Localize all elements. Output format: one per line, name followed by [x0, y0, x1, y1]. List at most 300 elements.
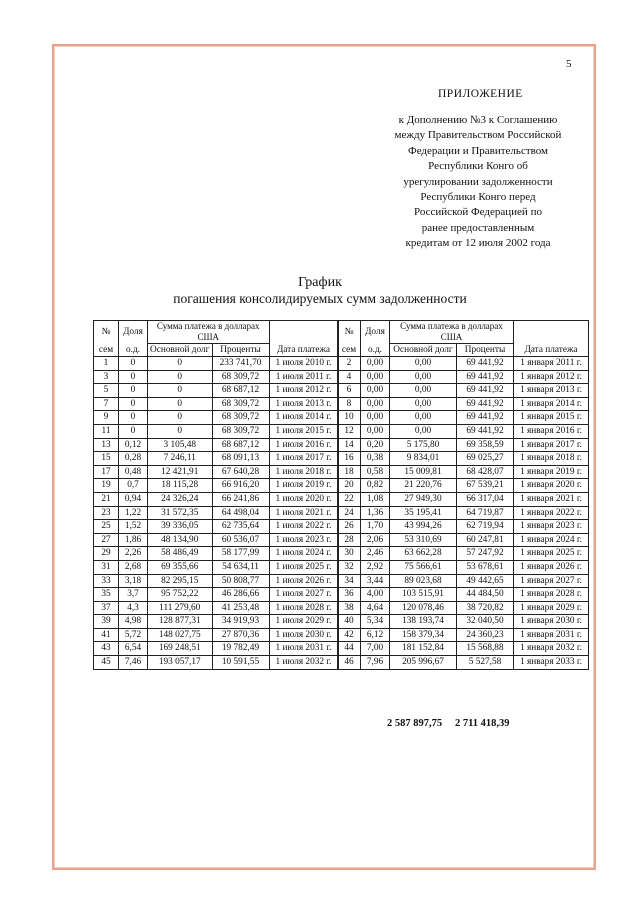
interest-value: 69 025,27 [457, 452, 514, 466]
payment-date: 1 января 2017 г. [514, 438, 589, 452]
header-date [269, 321, 338, 344]
row-number: 39 [94, 615, 119, 629]
payment-date: 1 января 2023 г. [514, 520, 589, 534]
annex-line: кредитам от 12 июля 2002 года [405, 237, 551, 250]
row-number: 3 [94, 370, 119, 384]
row-number: 30 [338, 547, 361, 561]
interest-value: 67 640,28 [212, 465, 269, 479]
table-row [338, 411, 589, 425]
payment-date: 1 января 2021 г. [514, 492, 589, 506]
interest-value: 68 687,12 [212, 438, 269, 452]
payment-date: 1 июля 2032 г. [269, 656, 338, 670]
interest-value: 32 040,50 [457, 615, 514, 629]
payment-date: 1 января 2027 г. [514, 574, 589, 588]
payment-date: 1 июля 2021 г. [269, 506, 338, 520]
interest-value: 19 782,49 [212, 642, 269, 656]
share-value: 0,58 [361, 465, 390, 479]
row-number: 18 [338, 465, 361, 479]
row-number: 1 [94, 357, 119, 371]
payment-date: 1 января 2016 г. [514, 424, 589, 438]
table-row [94, 357, 339, 371]
principal-value: 24 326,24 [148, 492, 213, 506]
row-number: 17 [94, 465, 119, 479]
row-number: 29 [94, 547, 119, 561]
share-value: 0,48 [119, 465, 148, 479]
share-value: 7,96 [361, 656, 390, 670]
interest-value: 69 441,92 [457, 370, 514, 384]
principal-value: 158 379,34 [390, 628, 457, 642]
share-value: 0 [119, 384, 148, 398]
table-row [338, 642, 589, 656]
payment-date: 1 июля 2026 г. [269, 574, 338, 588]
share-value: 0,00 [361, 411, 390, 425]
interest-value: 38 720,82 [457, 601, 514, 615]
payment-date: 1 июля 2030 г. [269, 628, 338, 642]
table-row [94, 520, 339, 534]
row-number: 7 [94, 397, 119, 411]
table-row [94, 438, 339, 452]
principal-value: 0 [148, 397, 213, 411]
principal-value: 75 566,61 [390, 560, 457, 574]
principal-value: 0,00 [390, 397, 457, 411]
principal-value: 0,00 [390, 357, 457, 371]
table-row [338, 615, 589, 629]
row-number: 23 [94, 506, 119, 520]
row-number: 42 [338, 628, 361, 642]
row-number: 9 [94, 411, 119, 425]
payment-date: 1 января 2024 г. [514, 533, 589, 547]
row-number: 44 [338, 642, 361, 656]
header-share-unit: о.д. [361, 344, 390, 357]
row-number: 14 [338, 438, 361, 452]
table-row [94, 384, 339, 398]
interest-value: 62 719,94 [457, 520, 514, 534]
share-value: 5,34 [361, 615, 390, 629]
row-number: 25 [94, 520, 119, 534]
payment-date: 1 января 2033 г. [514, 656, 589, 670]
annex-line: между Правительством Российской [394, 129, 562, 142]
table-row [338, 479, 589, 493]
principal-value: 43 994,26 [390, 520, 457, 534]
row-number: 19 [94, 479, 119, 493]
interest-value: 69 441,92 [457, 397, 514, 411]
interest-value: 68 309,72 [212, 411, 269, 425]
payment-date: 1 июля 2031 г. [269, 642, 338, 656]
payment-date: 1 июля 2027 г. [269, 588, 338, 602]
total-principal: 2 587 897,75 [387, 718, 443, 729]
principal-value: 27 949,30 [390, 492, 457, 506]
principal-value: 111 279,60 [148, 601, 213, 615]
row-number: 4 [338, 370, 361, 384]
header-date-label: Дата платежа [514, 344, 589, 357]
row-number: 13 [94, 438, 119, 452]
table-row [338, 424, 589, 438]
share-value: 0,7 [119, 479, 148, 493]
table-row [94, 547, 339, 561]
table-row [94, 615, 339, 629]
payment-table-right [337, 320, 589, 670]
header-share: Доля [361, 321, 390, 344]
row-number: 11 [94, 424, 119, 438]
payment-date: 1 июля 2014 г. [269, 411, 338, 425]
interest-value: 49 442,65 [457, 574, 514, 588]
annex-line: ранее предоставленным [421, 221, 535, 234]
payment-date: 1 января 2020 г. [514, 479, 589, 493]
principal-value: 3 105,48 [148, 438, 213, 452]
principal-value: 0,00 [390, 411, 457, 425]
share-value: 0,94 [119, 492, 148, 506]
principal-value: 5 175,80 [390, 438, 457, 452]
annex-title: ПРИЛОЖЕНИЕ [438, 88, 523, 100]
principal-value: 0 [148, 357, 213, 371]
payment-date: 1 января 2018 г. [514, 452, 589, 466]
principal-value: 7 246,11 [148, 452, 213, 466]
interest-value: 68 091,13 [212, 452, 269, 466]
principal-value: 128 877,31 [148, 615, 213, 629]
schedule-title: График [298, 275, 342, 290]
interest-value: 66 317,04 [457, 492, 514, 506]
header-sem: сем [338, 344, 361, 357]
interest-value: 46 286,66 [212, 588, 269, 602]
table-row [94, 560, 339, 574]
right-rows [338, 357, 589, 670]
table-row [338, 588, 589, 602]
row-number: 31 [94, 560, 119, 574]
principal-value: 0,00 [390, 424, 457, 438]
share-value: 2,68 [119, 560, 148, 574]
payment-date: 1 января 2013 г. [514, 384, 589, 398]
principal-value: 138 193,74 [390, 615, 457, 629]
principal-value: 0,00 [390, 384, 457, 398]
principal-value: 0 [148, 424, 213, 438]
interest-value: 68 687,12 [212, 384, 269, 398]
share-value: 6,54 [119, 642, 148, 656]
header-share-unit: о.д. [119, 344, 148, 357]
interest-value: 69 441,92 [457, 424, 514, 438]
payment-date: 1 января 2022 г. [514, 506, 589, 520]
page-number: 5 [566, 58, 572, 70]
interest-value: 64 719,87 [457, 506, 514, 520]
interest-value: 10 591,55 [212, 656, 269, 670]
principal-value: 0 [148, 411, 213, 425]
interest-value: 67 539,21 [457, 479, 514, 493]
row-number: 6 [338, 384, 361, 398]
row-number: 10 [338, 411, 361, 425]
table-row [338, 384, 589, 398]
table-row [338, 357, 589, 371]
principal-value: 89 023,68 [390, 574, 457, 588]
share-value: 6,12 [361, 628, 390, 642]
table-row [338, 452, 589, 466]
row-number: 35 [94, 588, 119, 602]
table-row [94, 397, 339, 411]
principal-value: 39 336,05 [148, 520, 213, 534]
share-value: 0,20 [361, 438, 390, 452]
row-number: 34 [338, 574, 361, 588]
principal-value: 58 486,49 [148, 547, 213, 561]
table-row [338, 370, 589, 384]
payment-date: 1 июля 2029 г. [269, 615, 338, 629]
principal-value: 69 355,66 [148, 560, 213, 574]
header-amount-group: Сумма платежа в долларах США [148, 321, 270, 344]
payment-date: 1 января 2032 г. [514, 642, 589, 656]
row-number: 36 [338, 588, 361, 602]
payment-date: 1 января 2015 г. [514, 411, 589, 425]
share-value: 3,44 [361, 574, 390, 588]
share-value: 0,00 [361, 397, 390, 411]
interest-value: 60 247,81 [457, 533, 514, 547]
interest-value: 57 247,92 [457, 547, 514, 561]
table-row [94, 588, 339, 602]
principal-value: 193 057,17 [148, 656, 213, 670]
interest-value: 53 678,61 [457, 560, 514, 574]
table-row [338, 465, 589, 479]
share-value: 2,46 [361, 547, 390, 561]
table-row [338, 547, 589, 561]
payment-date: 1 января 2025 г. [514, 547, 589, 561]
annex-line: Российской Федерацией по [414, 206, 542, 219]
annex-line: Федерации и Правительством [408, 144, 548, 157]
payment-date: 1 июля 2011 г. [269, 370, 338, 384]
interest-value: 15 568,88 [457, 642, 514, 656]
principal-value: 120 078,46 [390, 601, 457, 615]
interest-value: 58 177,99 [212, 547, 269, 561]
table-row [338, 397, 589, 411]
share-value: 0 [119, 357, 148, 371]
share-value: 4,3 [119, 601, 148, 615]
share-value: 0 [119, 397, 148, 411]
share-value: 2,26 [119, 547, 148, 561]
table-row [94, 628, 339, 642]
annex-line: Республики Конго перед [420, 191, 536, 204]
interest-value: 69 358,59 [457, 438, 514, 452]
table-row [94, 479, 339, 493]
share-value: 1,70 [361, 520, 390, 534]
table-row [94, 411, 339, 425]
row-number: 8 [338, 397, 361, 411]
principal-value: 82 295,15 [148, 574, 213, 588]
header-principal: Основной долг [390, 344, 457, 357]
left-rows [94, 357, 339, 670]
principal-value: 53 310,69 [390, 533, 457, 547]
table-row [338, 656, 589, 670]
share-value: 4,00 [361, 588, 390, 602]
table-row [338, 438, 589, 452]
share-value: 2,06 [361, 533, 390, 547]
interest-value: 5 527,58 [457, 656, 514, 670]
table-row [338, 560, 589, 574]
payment-table-left [93, 320, 339, 670]
payment-date: 1 января 2026 г. [514, 560, 589, 574]
principal-value: 31 572,35 [148, 506, 213, 520]
share-value: 2,92 [361, 560, 390, 574]
share-value: 0,28 [119, 452, 148, 466]
interest-value: 34 919,93 [212, 615, 269, 629]
share-value: 0,00 [361, 424, 390, 438]
row-number: 45 [94, 656, 119, 670]
interest-value: 68 309,72 [212, 370, 269, 384]
share-value: 0,12 [119, 438, 148, 452]
interest-value: 68 309,72 [212, 424, 269, 438]
interest-value: 66 916,20 [212, 479, 269, 493]
table-row [94, 601, 339, 615]
row-number: 33 [94, 574, 119, 588]
row-number: 26 [338, 520, 361, 534]
interest-value: 69 441,92 [457, 384, 514, 398]
principal-value: 169 248,51 [148, 642, 213, 656]
payment-date: 1 июля 2020 г. [269, 492, 338, 506]
interest-value: 27 870,36 [212, 628, 269, 642]
principal-value: 21 220,76 [390, 479, 457, 493]
share-value: 0,00 [361, 370, 390, 384]
header-date-label: Дата платежа [269, 344, 338, 357]
principal-value: 9 834,01 [390, 452, 457, 466]
interest-value: 24 360,23 [457, 628, 514, 642]
payment-date: 1 января 2011 г. [514, 357, 589, 371]
share-value: 0,00 [361, 357, 390, 371]
principal-value: 205 996,67 [390, 656, 457, 670]
header-num: № [94, 321, 119, 344]
row-number: 15 [94, 452, 119, 466]
payment-date: 1 июля 2022 г. [269, 520, 338, 534]
interest-value: 69 441,92 [457, 357, 514, 371]
header-interest: Проценты [212, 344, 269, 357]
share-value: 5,72 [119, 628, 148, 642]
interest-value: 68 309,72 [212, 397, 269, 411]
share-value: 1,52 [119, 520, 148, 534]
payment-date: 1 июля 2012 г. [269, 384, 338, 398]
annex-line: к Дополнению №3 к Соглашению [398, 114, 558, 126]
row-number: 24 [338, 506, 361, 520]
interest-value: 44 484,50 [457, 588, 514, 602]
payment-date: 1 января 2028 г. [514, 588, 589, 602]
row-number: 41 [94, 628, 119, 642]
principal-value: 103 515,91 [390, 588, 457, 602]
interest-value: 54 634,11 [212, 560, 269, 574]
interest-value: 66 241,86 [212, 492, 269, 506]
payment-date: 1 июля 2015 г. [269, 424, 338, 438]
row-number: 5 [94, 384, 119, 398]
principal-value: 0 [148, 384, 213, 398]
payment-date: 1 июля 2016 г. [269, 438, 338, 452]
table-row [338, 628, 589, 642]
table-row [94, 506, 339, 520]
payment-date: 1 января 2012 г. [514, 370, 589, 384]
header-share: Доля [119, 321, 148, 344]
payment-date: 1 июля 2018 г. [269, 465, 338, 479]
share-value: 0 [119, 370, 148, 384]
table-row [94, 452, 339, 466]
interest-value: 68 428,07 [457, 465, 514, 479]
interest-value: 69 441,92 [457, 411, 514, 425]
principal-value: 95 752,22 [148, 588, 213, 602]
principal-value: 63 662,28 [390, 547, 457, 561]
annex-line: урегулировании задолженности [403, 175, 553, 188]
principal-value: 15 009,81 [390, 465, 457, 479]
schedule-subtitle: погашения консолидируемых сумм задолженности [173, 291, 467, 306]
interest-value: 41 253,48 [212, 601, 269, 615]
payment-date: 1 июля 2025 г. [269, 560, 338, 574]
principal-value: 148 027,75 [148, 628, 213, 642]
interest-value: 64 498,04 [212, 506, 269, 520]
header-sem: сем [94, 344, 119, 357]
header-date [514, 321, 589, 344]
share-value: 4,98 [119, 615, 148, 629]
share-value: 3,18 [119, 574, 148, 588]
interest-value: 233 741,70 [212, 357, 269, 371]
table-row [94, 424, 339, 438]
row-number: 2 [338, 357, 361, 371]
table-row [338, 601, 589, 615]
principal-value: 48 134,90 [148, 533, 213, 547]
principal-value: 12 421,91 [148, 465, 213, 479]
share-value: 0,00 [361, 384, 390, 398]
share-value: 0 [119, 424, 148, 438]
row-number: 32 [338, 560, 361, 574]
table-row [94, 492, 339, 506]
table-row [94, 574, 339, 588]
principal-value: 35 195,41 [390, 506, 457, 520]
table-row [94, 642, 339, 656]
row-number: 20 [338, 479, 361, 493]
share-value: 4,64 [361, 601, 390, 615]
share-value: 3,7 [119, 588, 148, 602]
share-value: 1,22 [119, 506, 148, 520]
table-row [338, 533, 589, 547]
payment-date: 1 января 2031 г. [514, 628, 589, 642]
payment-date: 1 июля 2023 г. [269, 533, 338, 547]
header-principal: Основной долг [148, 344, 213, 357]
payment-date: 1 июля 2028 г. [269, 601, 338, 615]
payment-date: 1 июля 2024 г. [269, 547, 338, 561]
table-row [94, 533, 339, 547]
payment-date: 1 июля 2019 г. [269, 479, 338, 493]
row-number: 38 [338, 601, 361, 615]
table-row [338, 574, 589, 588]
total-interest: 2 711 418,39 [455, 718, 510, 729]
share-value: 1,86 [119, 533, 148, 547]
interest-value: 60 536,07 [212, 533, 269, 547]
principal-value: 0,00 [390, 370, 457, 384]
row-number: 22 [338, 492, 361, 506]
interest-value: 50 808,77 [212, 574, 269, 588]
row-number: 12 [338, 424, 361, 438]
share-value: 0,82 [361, 479, 390, 493]
payment-date: 1 января 2029 г. [514, 601, 589, 615]
payment-date: 1 июля 2017 г. [269, 452, 338, 466]
table-row [94, 465, 339, 479]
table-row [338, 506, 589, 520]
share-value: 0,38 [361, 452, 390, 466]
annex-reference [378, 113, 578, 252]
table-row [94, 370, 339, 384]
table-row [338, 492, 589, 506]
row-number: 28 [338, 533, 361, 547]
row-number: 21 [94, 492, 119, 506]
principal-value: 0 [148, 370, 213, 384]
row-number: 43 [94, 642, 119, 656]
payment-date: 1 января 2030 г. [514, 615, 589, 629]
row-number: 27 [94, 533, 119, 547]
payment-date: 1 июля 2013 г. [269, 397, 338, 411]
share-value: 0 [119, 411, 148, 425]
interest-value: 62 735,64 [212, 520, 269, 534]
table-row [94, 656, 339, 670]
payment-date: 1 января 2014 г. [514, 397, 589, 411]
share-value: 1,08 [361, 492, 390, 506]
share-value: 7,46 [119, 656, 148, 670]
annex-line: Республики Конго об [428, 160, 528, 173]
